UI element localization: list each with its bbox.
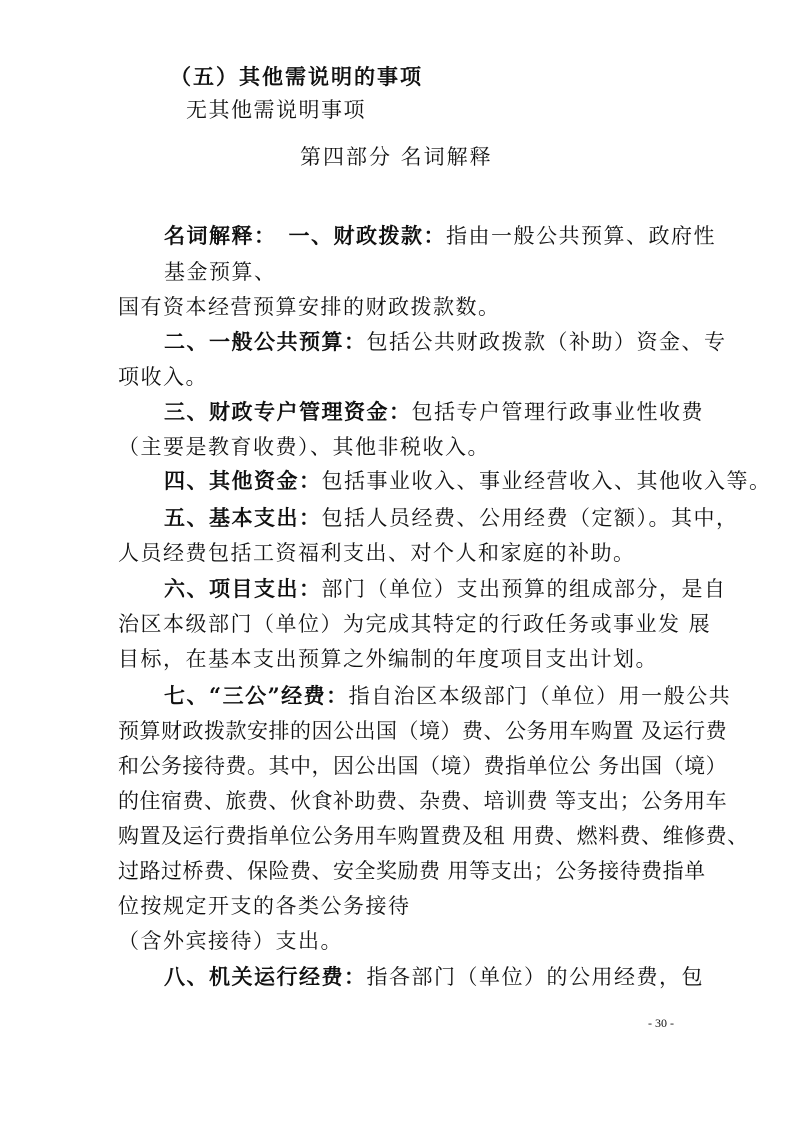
term-3-line-2: （主要是教育收费）、其他非税收入。	[118, 435, 490, 459]
term-4-label: 四、其他资金：	[164, 468, 322, 493]
term-2-line-2: 项收入。	[118, 365, 208, 389]
term-2-label: 二、一般公共预算：	[164, 329, 367, 354]
term-5-text: 包括人员经费、公用经费（定额）。其中，	[321, 506, 739, 530]
term-2-line-1	[164, 328, 727, 356]
term-3-text: 包括专户管理行政事业性收费	[411, 400, 704, 424]
term-7-label: 七、“三公”经费：	[164, 683, 349, 708]
term-4-text: 包括事业收入、事业经营收入、其他收入等。	[321, 469, 772, 493]
term-6-line-2: 治区本级部门（单位）为完成其特定的行政任务或事业发 展	[118, 612, 712, 636]
term-6-text: 部门（单位）支出预算的组成部分，是自	[321, 577, 727, 601]
term-6-line-1	[164, 575, 727, 603]
term-5-line-1	[164, 504, 739, 532]
term-7-line-8: （含外宾接待）支出。	[118, 929, 343, 953]
term-3-line-1	[164, 398, 704, 426]
term-1-label: 一、财政拨款：	[288, 223, 446, 248]
part-title: 第四部分 名词解释	[300, 145, 493, 169]
section-body: 无其他需说明事项	[186, 98, 366, 122]
term-5-line-2: 人员经费包括工资福利支出、对个人和家庭的补助。	[118, 541, 636, 565]
term-7-line-5: 购置及运行费指单位公务用车购置费及租 用费、燃料费、维修费、	[118, 824, 749, 848]
term-1-text: 指由一般公共预算、政府性	[446, 224, 716, 248]
intro-label: 名词解释：	[164, 223, 277, 248]
term-7-line-2: 预算财政拨款安排的因公出国（境）费、公务用车购置 及运行费	[118, 719, 728, 743]
term-7-line-3: 和公务接待费。其中，因公出国（境）费指单位公 务出国（境）	[118, 754, 728, 778]
section-heading: （五）其他需说明的事项	[170, 64, 423, 89]
term-6-label: 六、项目支出：	[164, 576, 322, 601]
term-7-line-7: 位按规定开支的各类公务接待	[118, 894, 411, 918]
term-6-line-3: 目标，在基本支出预算之外编制的年度项目支出计划。	[118, 647, 658, 671]
term-4-line-1	[164, 467, 772, 495]
term-8-label: 八、机关运行经费：	[164, 964, 367, 989]
term-1-line-2: 基金预算、	[164, 260, 277, 284]
term-5-label: 五、基本支出：	[164, 505, 322, 530]
term-1-line-1	[164, 222, 716, 250]
term-8-line-1	[164, 963, 704, 991]
term-7-line-1	[164, 682, 731, 710]
term-2-text: 包括公共财政拨款（补助）资金、专	[366, 330, 727, 354]
term-7-line-6: 过路过桥费、保险费、安全奖励费 用等支出；公务接待费指单	[118, 859, 706, 883]
term-8-text: 指各部门（单位）的公用经费，包	[366, 965, 704, 989]
term-7-line-4: 的住宿费、旅费、伙食补助费、杂费、培训费 等支出；公务用车	[118, 789, 728, 813]
term-3-label: 三、财政专户管理资金：	[164, 399, 412, 424]
term-1-line-3: 国有资本经营预算安排的财政拨款数。	[118, 295, 501, 319]
term-7-text: 指自治区本级部门（单位）用一般公共	[348, 684, 732, 708]
page-number: - 30 -	[648, 1016, 674, 1030]
